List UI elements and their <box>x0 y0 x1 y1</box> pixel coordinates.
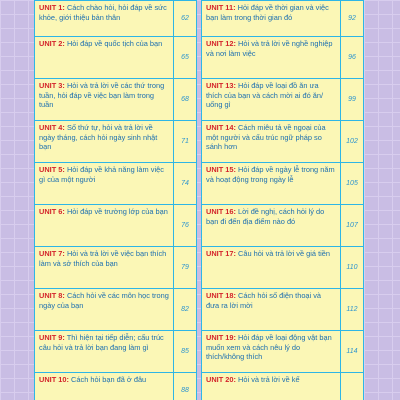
unit-label: UNIT 5: <box>39 165 65 174</box>
toc-row <box>201 289 364 331</box>
toc-row <box>201 331 364 373</box>
unit-title: Hỏi đáp về loại đồ ăn ưa thích của bạn và cách mời ai đó ăn/ uống gì <box>206 81 324 110</box>
unit-text <box>35 37 174 78</box>
unit-title: Hỏi và trả lời về việc bạn thích làm và sở thích của bạn <box>39 249 167 268</box>
unit-label: UNIT 18: <box>206 291 236 300</box>
page-number: 112 <box>346 306 358 313</box>
toc-row <box>34 289 197 331</box>
toc-row <box>201 247 364 289</box>
unit-label: UNIT 13: <box>206 81 236 90</box>
toc-row <box>201 37 364 79</box>
unit-title: Hỏi đáp về loại động vật bạn muốn xem và cách nêu lý do thích/không thích <box>206 333 332 362</box>
toc-row <box>34 37 197 79</box>
unit-title: Hỏi đáp về quốc tịch của bạn <box>66 39 163 48</box>
toc-left-column <box>34 0 197 400</box>
unit-label: UNIT 14: <box>206 123 236 132</box>
page-number: 96 <box>348 54 356 61</box>
unit-label: UNIT 8: <box>39 291 65 300</box>
toc-row <box>201 121 364 163</box>
unit-title: Hỏi đáp về trường lớp của bạn <box>66 207 168 216</box>
unit-label: UNIT 3: <box>39 81 65 90</box>
unit-title: Hỏi đáp về ngày lễ trong năm và hoạt động trong ngày lễ <box>206 165 335 184</box>
unit-label: UNIT 4: <box>39 123 65 132</box>
unit-label: UNIT 12: <box>206 39 236 48</box>
unit-label: UNIT 6: <box>39 207 65 216</box>
unit-title: Thì hiện tại tiếp diễn; cấu trúc câu hỏi và trả lời bạn đang làm gì <box>39 333 164 352</box>
page-number: 71 <box>181 138 189 145</box>
unit-text <box>35 79 174 120</box>
unit-label: UNIT 2: <box>39 39 65 48</box>
toc-row <box>34 247 197 289</box>
page-number: 99 <box>348 96 356 103</box>
page-number: 62 <box>181 15 189 22</box>
unit-text <box>35 289 174 330</box>
toc-row <box>34 0 197 37</box>
toc-row <box>34 331 197 373</box>
unit-title: Câu hỏi và trả lời về giá tiền <box>238 249 330 258</box>
unit-title: Hỏi đáp về thời gian và việc bạn làm trong thời gian đó <box>206 3 329 22</box>
page-number: 107 <box>346 222 358 229</box>
toc-row <box>201 0 364 37</box>
table-of-contents <box>34 0 364 400</box>
unit-text <box>202 37 341 78</box>
page-number: 92 <box>348 15 356 22</box>
page-number <box>341 373 363 400</box>
toc-row <box>34 163 197 205</box>
unit-text <box>35 1 174 36</box>
unit-text <box>202 289 341 330</box>
unit-label: UNIT 17: <box>206 249 236 258</box>
toc-row <box>201 373 364 400</box>
unit-text <box>35 373 174 400</box>
toc-row <box>201 205 364 247</box>
page-number: 74 <box>181 180 189 187</box>
unit-label: UNIT 15: <box>206 165 236 174</box>
unit-title: Cách chào hỏi, hỏi đáp về sức khỏe, giới thiệu bản thân <box>39 3 167 22</box>
page-number: 105 <box>346 180 358 187</box>
unit-text <box>35 163 174 204</box>
unit-label: UNIT 11: <box>206 3 236 12</box>
unit-text <box>35 247 174 288</box>
unit-text <box>202 247 341 288</box>
page-number: 88 <box>181 387 189 394</box>
page-number: 79 <box>181 264 189 271</box>
unit-text <box>202 121 341 162</box>
unit-text <box>202 1 341 36</box>
unit-text <box>202 79 341 120</box>
page-number: 102 <box>346 138 358 145</box>
toc-row <box>34 121 197 163</box>
unit-title: Cách hỏi về các môn học trong ngày của bạn <box>39 291 169 310</box>
unit-text <box>35 331 174 372</box>
unit-title: Cách hỏi bạn đã ở đâu <box>71 375 147 384</box>
unit-label: UNIT 7: <box>39 249 65 258</box>
page-number: 110 <box>346 264 358 271</box>
toc-row <box>34 205 197 247</box>
unit-title: Số thứ tự, hỏi và trả lời về ngày tháng, cách hỏi ngày sinh nhật bạn <box>39 123 158 152</box>
unit-title: Hỏi và trả lời về kế <box>238 375 300 384</box>
page-number: 65 <box>181 54 189 61</box>
page-number: 85 <box>181 348 189 355</box>
unit-label: UNIT 10: <box>39 375 69 384</box>
unit-text <box>202 331 341 372</box>
page-number: 76 <box>181 222 189 229</box>
unit-label: UNIT 19: <box>206 333 236 342</box>
unit-label: UNIT 1: <box>39 3 65 12</box>
toc-row <box>201 79 364 121</box>
unit-text <box>202 163 341 204</box>
unit-title: Cách hỏi số điện thoại và đưa ra lời mời <box>206 291 322 310</box>
unit-title: Cách miêu tả về ngoại của một người và cấu trúc ngữ pháp so sánh hơn <box>206 123 326 152</box>
unit-text <box>202 205 341 246</box>
unit-text <box>35 121 174 162</box>
unit-text <box>202 373 341 400</box>
toc-row <box>34 373 197 400</box>
toc-row <box>34 79 197 121</box>
unit-title: Lời đề nghị, cách hỏi lý do bạn đi đến địa điểm nào đó <box>206 207 325 226</box>
unit-title: Hỏi đáp về khả năng làm việc gì của một người <box>39 165 164 184</box>
page-number: 68 <box>181 96 189 103</box>
unit-label: UNIT 9: <box>39 333 65 342</box>
page-number: 82 <box>181 306 189 313</box>
unit-title: Hỏi và trả lời về các thứ trong tuần, hỏi đáp về việc bạn làm trong tuần <box>39 81 165 110</box>
toc-row <box>201 163 364 205</box>
unit-label: UNIT 20: <box>206 375 236 384</box>
unit-text <box>35 205 174 246</box>
unit-title: Hỏi và trả lời về nghề nghiệp và nơi làm việc <box>206 39 333 58</box>
unit-label: UNIT 16: <box>206 207 236 216</box>
page-number: 114 <box>346 348 358 355</box>
toc-right-column <box>201 0 364 400</box>
